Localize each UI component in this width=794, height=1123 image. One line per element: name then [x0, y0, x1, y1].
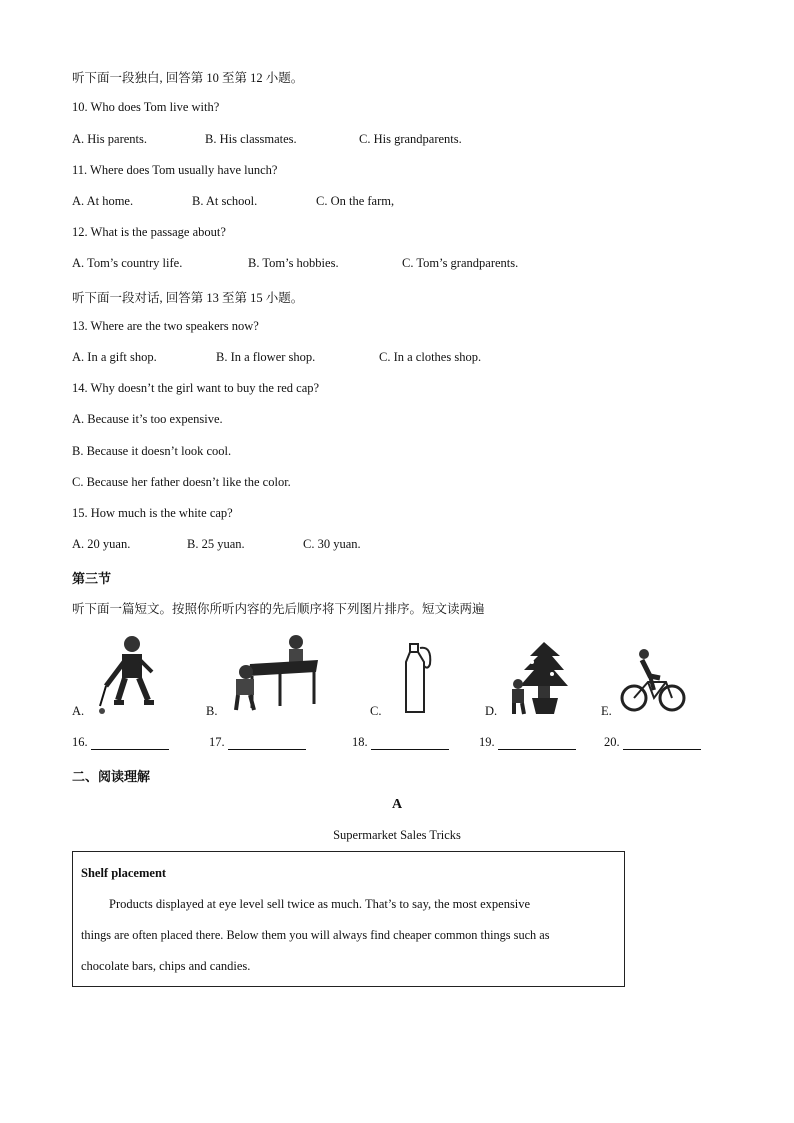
option-10c: C. His grandparents. — [359, 132, 462, 146]
option-11a: A. At home. — [72, 194, 134, 208]
blank-line[interactable] — [91, 737, 169, 750]
question-11: 11. Where does Tom usually have lunch? — [72, 163, 278, 177]
answer-blank-19[interactable]: 19. — [479, 735, 576, 750]
picture-label-d: D. — [485, 704, 498, 718]
option-12c: C. Tom’s grandparents. — [402, 256, 519, 270]
box-line-3: chocolate bars, chips and candies. — [81, 959, 251, 973]
answer-blank-18[interactable]: 18. — [352, 735, 449, 750]
cyclist-icon — [620, 648, 688, 714]
golf-player-icon — [92, 634, 168, 716]
option-13c: C. In a clothes shop. — [379, 350, 482, 364]
box-line-2: things are often placed there. Below them you will always find cheaper common things such as — [81, 928, 550, 942]
question-14: 14. Why doesn’t the girl want to buy the red cap? — [72, 381, 320, 395]
section3-instruction: 听下面一篇短文。按照你所听内容的先后顺序将下列图片排序。短文读两遍 — [72, 602, 485, 616]
passage-letter: A — [391, 797, 403, 812]
option-15c: C. 30 yuan. — [303, 537, 361, 551]
option-11b: B. At school. — [192, 194, 258, 208]
intro-monologue: 听下面一段独白, 回答第 10 至第 12 小题。 — [72, 71, 304, 85]
blank-line[interactable] — [623, 737, 701, 750]
question-15: 15. How much is the white cap? — [72, 506, 233, 520]
gardening-icon — [508, 638, 574, 716]
bottle-icon — [398, 640, 438, 716]
question-13: 13. Where are the two speakers now? — [72, 319, 259, 333]
blank-line[interactable] — [498, 737, 576, 750]
box-line-1: Products displayed at eye level sell twice as much. That’s to say, the most expensive — [109, 897, 531, 911]
option-14b: B. Because it doesn’t look cool. — [72, 444, 232, 458]
option-15b: B. 25 yuan. — [187, 537, 245, 551]
passage-title: Supermarket Sales Tricks — [333, 828, 461, 842]
blank-line[interactable] — [371, 737, 449, 750]
picture-label-b: B. — [206, 704, 218, 718]
blank-line[interactable] — [228, 737, 306, 750]
option-13a: A. In a gift shop. — [72, 350, 157, 364]
picture-label-c: C. — [370, 704, 382, 718]
option-13b: B. In a flower shop. — [216, 350, 316, 364]
option-12a: A. Tom’s country life. — [72, 256, 183, 270]
question-10: 10. Who does Tom live with? — [72, 100, 220, 114]
question-12: 12. What is the passage about? — [72, 225, 226, 239]
table-tennis-icon — [230, 632, 322, 714]
part2-title: 二、阅读理解 — [72, 770, 151, 785]
option-10a: A. His parents. — [72, 132, 147, 146]
option-14a: A. Because it’s too expensive. — [72, 412, 223, 426]
box-heading: Shelf placement — [81, 866, 167, 880]
section3-title: 第三节 — [72, 572, 112, 587]
answer-blank-20[interactable]: 20. — [604, 735, 701, 750]
intro-dialogue: 听下面一段对话, 回答第 13 至第 15 小题。 — [72, 291, 304, 305]
option-10b: B. His classmates. — [205, 132, 297, 146]
option-12b: B. Tom’s hobbies. — [248, 256, 339, 270]
picture-label-e: E. — [601, 704, 612, 718]
answer-blank-16[interactable]: 16. — [72, 735, 169, 750]
picture-label-a: A. — [72, 704, 85, 718]
answer-blank-17[interactable]: 17. — [209, 735, 306, 750]
shelf-placement-box — [72, 851, 625, 987]
option-14c: C. Because her father doesn’t like the color. — [72, 475, 291, 489]
option-15a: A. 20 yuan. — [72, 537, 131, 551]
option-11c: C. On the farm, — [316, 194, 395, 208]
